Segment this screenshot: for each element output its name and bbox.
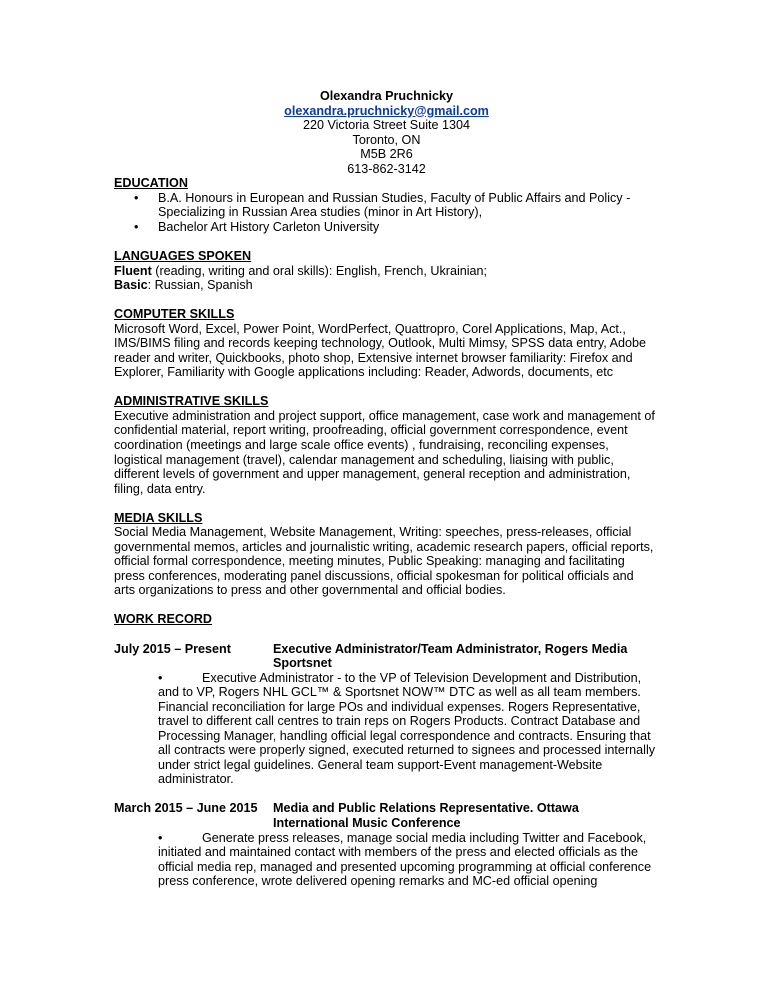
media-skills-heading: MEDIA SKILLS	[114, 510, 203, 525]
bullet-icon: •	[158, 830, 163, 845]
administrative-skills-text: Executive administration and project support, office management, case work and management of confidential material, report writing, proofreading, official government correspondence, event coordination (meetings and large scale office events) , fundraising, reconciling expenses, logistical management (travel), calendar management and scheduling, liaising with public, different levels of government and upper management, general reception and administration, filing, data entry.	[114, 408, 655, 496]
bullet-icon: •	[134, 219, 139, 234]
job-dates: July 2015 – Present	[114, 641, 231, 656]
education-heading: EDUCATION	[114, 176, 188, 191]
job-header	[114, 642, 659, 671]
email-link[interactable]: olexandra.pruchnicky@gmail.com	[284, 103, 489, 118]
list-item: • B.A. Honours in European and Russian Studies, Faculty of Public Affairs and Policy - Specializing in Russian Area studies (minor in Art History),	[134, 190, 631, 220]
basic-languages: Basic: Russian, Spanish	[114, 278, 253, 293]
postal-code: M5B 2R6	[360, 147, 413, 162]
bullet-icon: •	[134, 190, 139, 205]
job-header	[114, 801, 659, 830]
fluent-languages: Fluent (reading, writing and oral skills): English, French, Ukrainian;	[114, 263, 488, 278]
job-description: • Executive Administrator - to the VP of Television Development and Distribution, and to VP, Rogers NHL GCL™ & Sportsnet NOW™ DTC as well as all team members. Financial reconciliation for large POs and individual expenses. Rogers Representative, travel to different call centres to train reps on Rogers Products. Contract Database and Processing Manager, handling official legal correspondence and contracts. Ensuring that all contracts were properly signed, executed returned to signees and processed internally under strict legal guidelines. General team support-Event management-Website administrator.	[158, 670, 656, 787]
education-list	[114, 191, 659, 235]
city-province: Toronto, ON	[352, 132, 421, 147]
job-entry	[114, 801, 659, 888]
computer-skills-heading: COMPUTER SKILLS	[114, 307, 235, 322]
list-item: • Bachelor Art History Carleton University	[134, 219, 380, 234]
media-skills-text: Social Media Management, Website Management, Writing: speeches, press-releases, official governmental memos, articles and journalistic writing, academic research papers, official reports, official formal correspondence, meeting minutes, Public Speaking: managing and facilitating press conferences, moderating panel discussions, official spokesman for political officials and arts organizations to press and other governmental and official bodies.	[114, 525, 654, 598]
street-address: 220 Victoria Street Suite 1304	[302, 118, 471, 133]
bullet-icon: •	[158, 670, 163, 685]
job-description: • Generate press releases, manage social media including Twitter and Facebook, initiated and maintained contact with members of the press and elected officials as the official media rep, managed and presented upcoming programming at official conference press conference, wrote delivered opening remarks and MC-ed official opening	[158, 830, 652, 889]
resume-page	[114, 89, 659, 889]
languages-heading: LANGUAGES SPOKEN	[114, 248, 252, 263]
computer-skills-text: Microsoft Word, Excel, Power Point, WordPerfect, Quattropro, Corel Applications, Map, Act., IMS/BIMS filing and records keeping technology, Outlook, Multi Mimsy, SPSS data entry, Adobe reader and writer, Quickbooks, photo shop, Extensive internet browser familiarity: Firefox and Explorer, Familiarity with Google applications including: Reader, Adwords, documents, etc	[114, 321, 646, 380]
job-dates: March 2015 – June 2015	[114, 801, 258, 816]
applicant-name: Olexandra Pruchnicky	[320, 89, 453, 103]
job-entry	[114, 642, 659, 787]
job-title: Executive Administrator/Team Administrator, Rogers Media Sportsnet	[273, 641, 628, 671]
administrative-skills-heading: ADMINISTRATIVE SKILLS	[114, 394, 269, 409]
contact-header	[114, 89, 659, 176]
phone-number: 613-862-3142	[347, 161, 426, 176]
job-title: Media and Public Relations Representative. Ottawa International Music Conference	[273, 801, 579, 831]
work-record-heading: WORK RECORD	[114, 612, 212, 627]
